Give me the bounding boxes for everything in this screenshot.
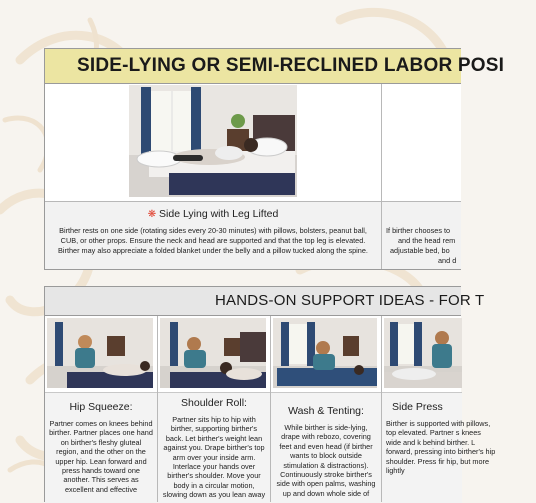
side-lying-section <box>44 48 505 270</box>
hands-on-support-title: HANDS-ON SUPPORT IDEAS - FOR T <box>45 287 461 316</box>
card-description: Partner sits hip to hip with birther, supporting birther's back. Let birther's weight lean against you. Drape birther's top arm over your inside arm. Interlace your hands over birther's shoulder. Move your body in a circular motion, slowing down as you lean away <box>162 415 266 500</box>
side-lying-photo <box>129 85 297 197</box>
position-card-side-lying <box>45 84 382 269</box>
position-text-area-2 <box>382 202 461 269</box>
support-card-wash-tenting <box>271 316 382 502</box>
hands-on-support-section <box>44 286 496 502</box>
card-description: Birther is supported with pillows, top elevated. Partner s knees wide and k behind birther. L forward, pressing into birther's hip shoulder. Press fir hip, but more lightly <box>386 419 496 476</box>
card-text-band <box>271 392 381 503</box>
card-text-band <box>382 392 496 503</box>
side-lying-row <box>45 84 461 269</box>
card-description: While birther is side-lying, drape with rebozo, covering feet and even head (if birther wants to block outside stimulation & distractions). Continuously stroke birther's side with open palms, washing up and down whole side of <box>276 423 376 498</box>
side-lying-section-title: SIDE-LYING OR SEMI-RECLINED LABOR POSI <box>45 49 461 84</box>
position-description-2-line: and d <box>438 256 457 265</box>
card-title: Side Press <box>392 401 443 413</box>
photo-cell <box>45 84 381 202</box>
position-description-2 <box>386 226 536 266</box>
shoulder-roll-photo <box>160 318 266 388</box>
photo-cell-empty <box>382 84 461 202</box>
card-title: Wash & Tenting: <box>288 405 364 417</box>
card-text-band <box>158 392 270 503</box>
position-text-area <box>45 202 381 269</box>
wash-tenting-photo <box>273 318 377 388</box>
card-title: Hip Squeeze: <box>69 401 133 413</box>
position-description-2-line: and the head rem <box>398 236 456 245</box>
card-description: Partner comes on knees behind birther. Partner places one hand on birther's fleshy gluteal region, and the other on the upper hip. Lean forward and press hands toward one another. This serves as excellent and effective <box>49 419 153 494</box>
card-text-band <box>45 392 157 503</box>
support-card-side-press <box>382 316 496 502</box>
position-card-semi-reclined <box>382 84 461 269</box>
support-card-hip-squeeze <box>45 316 158 502</box>
position-description-2-line: If birther chooses to <box>386 226 451 235</box>
card-title: Shoulder Roll: <box>181 397 247 409</box>
butterfly-icon: ❋ <box>147 209 157 220</box>
hip-squeeze-photo <box>47 318 153 388</box>
position-title-text: Side Lying with Leg Lifted <box>159 208 279 220</box>
support-card-shoulder-roll <box>158 316 271 502</box>
position-description: Birther rests on one side (rotating sides every 20-30 minutes) with pillows, bolsters, peanut ball, CUB, or other props. Ensure the neck and head are supported and that the top leg is elevated. Birther may also appreciate a folded blanket under the belly and a pillow tucked along the spine. <box>58 226 368 255</box>
side-press-photo <box>384 318 462 388</box>
position-description-2-line: adjustable bed, bo <box>390 246 450 255</box>
position-title <box>45 208 381 220</box>
